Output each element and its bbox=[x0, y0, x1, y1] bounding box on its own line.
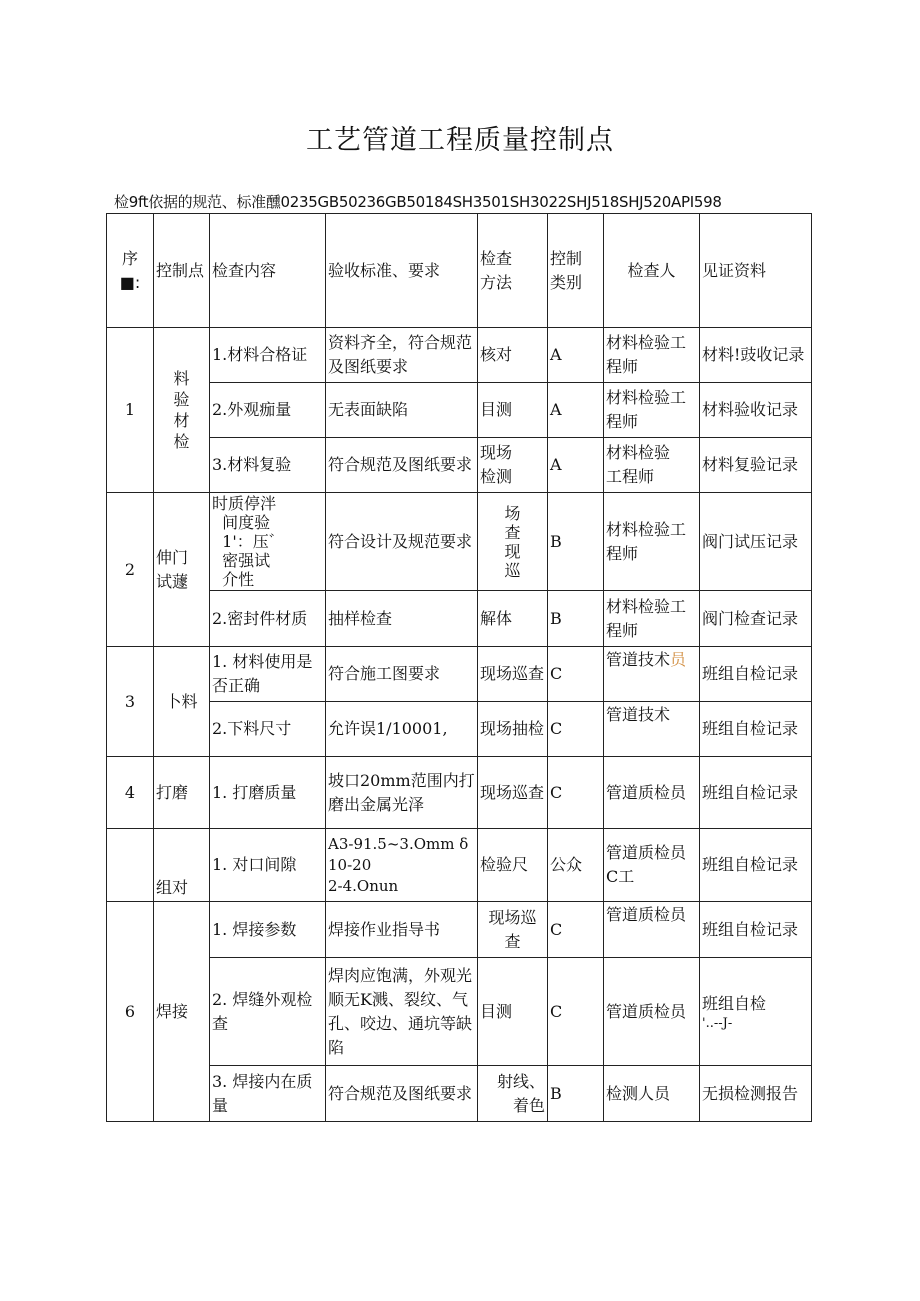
header-content: 检查内容 bbox=[210, 214, 326, 328]
header-point: 控制点 bbox=[154, 214, 210, 328]
header-category: 控制 类别 bbox=[548, 214, 604, 328]
content-cell: 1. 材料使用是否正确 bbox=[210, 647, 326, 702]
content-cell: 1. 焊接参数 bbox=[210, 902, 326, 958]
category-cell: A bbox=[548, 383, 604, 438]
content-cell: 2.外观痂量 bbox=[210, 383, 326, 438]
evidence-cell: 班组自检记录 bbox=[700, 702, 812, 757]
standard-cell: 符合设计及规范要求 bbox=[326, 493, 478, 591]
evidence-cell: 材料!豉收记录 bbox=[700, 328, 812, 383]
method-cell: 现场抽检 bbox=[478, 702, 548, 757]
category-cell: C bbox=[548, 702, 604, 757]
table-row bbox=[107, 647, 812, 702]
category-cell: C bbox=[548, 647, 604, 702]
point-cell: 组对 bbox=[154, 829, 210, 902]
inspector-cell: 管道质检员 bbox=[604, 958, 700, 1066]
inspector-cell: 管道质检员C工 bbox=[604, 829, 700, 902]
quality-control-table bbox=[106, 213, 812, 1122]
inspector-cell: 管道技术 bbox=[604, 702, 700, 757]
evidence-cell: 班组自检记录 bbox=[700, 757, 812, 829]
header-inspector: 检查人 bbox=[604, 214, 700, 328]
method-cell: 现场巡 查 bbox=[478, 902, 548, 958]
category-cell: 公众 bbox=[548, 829, 604, 902]
standard-cell: 抽样检查 bbox=[326, 591, 478, 647]
inspector-text: 管道技术 bbox=[606, 650, 671, 669]
method-cell: 射线、 着色 bbox=[478, 1066, 548, 1122]
method-cell: 现场巡查 bbox=[478, 757, 548, 829]
method-cell: 现场巡查 bbox=[478, 647, 548, 702]
table-row bbox=[107, 383, 812, 438]
content-cell: 2.下料尺寸 bbox=[210, 702, 326, 757]
content-cell: 1.材料合格证 bbox=[210, 328, 326, 383]
standard-cell: 坡口20mm范围内打磨出金属光泽 bbox=[326, 757, 478, 829]
seq-cell: 4 bbox=[107, 757, 154, 829]
evidence-cell: 班组自检记录 bbox=[700, 647, 812, 702]
evidence-cell bbox=[700, 958, 812, 1066]
header-seq: 序 ■: bbox=[107, 214, 154, 328]
inspector-cell: 管道质检员 bbox=[604, 757, 700, 829]
seq-cell: 2 bbox=[107, 493, 154, 647]
method-cell: 解体 bbox=[478, 591, 548, 647]
evidence-cell: 阀门检查记录 bbox=[700, 591, 812, 647]
content-cell: 时质停泮 间度验 1'：压゛ 密强试 介性 bbox=[210, 493, 326, 591]
standard-cell: 符合施工图要求 bbox=[326, 647, 478, 702]
content-cell: 2.密封件材质 bbox=[210, 591, 326, 647]
header-evidence: 见证资料 bbox=[700, 214, 812, 328]
evidence-text: 班组自检 bbox=[702, 993, 767, 1013]
seq-cell: 3 bbox=[107, 647, 154, 757]
method-cell: 核对 bbox=[478, 328, 548, 383]
category-cell: A bbox=[548, 328, 604, 383]
content-cell: 1. 打磨质量 bbox=[210, 757, 326, 829]
inspector-cell: 材料检验工程师 bbox=[604, 328, 700, 383]
standard-cell: 无表面缺陷 bbox=[326, 383, 478, 438]
category-cell: C bbox=[548, 902, 604, 958]
table-row bbox=[107, 591, 812, 647]
point-cell: 卜料 bbox=[154, 647, 210, 757]
standard-cell: 焊接作业指导书 bbox=[326, 902, 478, 958]
point-cell: 伸门 试蘧 bbox=[154, 493, 210, 647]
inspector-cell: 材料检验工程师 bbox=[604, 591, 700, 647]
table-row bbox=[107, 438, 812, 493]
standard-cell: 符合规范及图纸要求 bbox=[326, 1066, 478, 1122]
evidence-cell: 班组自检记录 bbox=[700, 902, 812, 958]
inspector-cell: 材料检验 工程师 bbox=[604, 438, 700, 493]
table-row bbox=[107, 702, 812, 757]
inspector-cell: 材料检验工程师 bbox=[604, 493, 700, 591]
header-row bbox=[107, 214, 812, 328]
seq-cell: 6 bbox=[107, 902, 154, 1122]
content-cell: 2. 焊缝外观检查 bbox=[210, 958, 326, 1066]
point-cell: 焊接 bbox=[154, 902, 210, 1122]
evidence-cell: 班组自检记录 bbox=[700, 829, 812, 902]
seq-cell bbox=[107, 829, 154, 902]
category-cell: B bbox=[548, 591, 604, 647]
method-cell: 检验尺 bbox=[478, 829, 548, 902]
seq-cell: 1 bbox=[107, 328, 154, 493]
inspector-suffix: 员 bbox=[670, 650, 687, 669]
evidence-cell: 材料验收记录 bbox=[700, 383, 812, 438]
inspector-cell: 材料检验工程师 bbox=[604, 383, 700, 438]
table-row bbox=[107, 902, 812, 958]
inspection-basis-line: 检9ft依据的规范、标准醺0235GB50236GB50184SH3501SH3022SHJ518SHJ520API598 bbox=[114, 193, 722, 211]
table-row bbox=[107, 328, 812, 383]
standard-cell: 符合规范及图纸要求 bbox=[326, 438, 478, 493]
standard-cell: 焊肉应饱满，外观光顺无K溅、裂纹、气孔、咬边、通坑等缺陷 bbox=[326, 958, 478, 1066]
category-cell: C bbox=[548, 958, 604, 1066]
category-cell: B bbox=[548, 493, 604, 591]
standard-cell: 资料齐全，符合规范及图纸要求 bbox=[326, 328, 478, 383]
header-standard: 验收标准、要求 bbox=[326, 214, 478, 328]
table-row bbox=[107, 1066, 812, 1122]
method-cell: 场 查 现 巡 bbox=[478, 493, 548, 591]
content-cell: 3. 焊接内在质量 bbox=[210, 1066, 326, 1122]
inspector-cell: 检测人员 bbox=[604, 1066, 700, 1122]
point-cell: 打磨 bbox=[154, 757, 210, 829]
category-cell: A bbox=[548, 438, 604, 493]
point-cell: 料 验 材 检 bbox=[154, 328, 210, 493]
content-cell: 1. 对口间隙 bbox=[210, 829, 326, 902]
method-cell: 现场 检测 bbox=[478, 438, 548, 493]
inspector-cell: 管道质检员 bbox=[604, 902, 700, 958]
header-method: 检查 方法 bbox=[478, 214, 548, 328]
evidence-cell: 材料复验记录 bbox=[700, 438, 812, 493]
page-title: 工艺管道工程质量控制点 bbox=[306, 125, 614, 156]
evidence-cell: 无损检测报告 bbox=[700, 1066, 812, 1122]
inspector-cell bbox=[604, 647, 700, 702]
standard-cell: 允许误1/10001, bbox=[326, 702, 478, 757]
table-row bbox=[107, 958, 812, 1066]
table-row bbox=[107, 757, 812, 829]
evidence-cell: 阀门试压记录 bbox=[700, 493, 812, 591]
category-cell: B bbox=[548, 1066, 604, 1122]
standard-cell: A3-91.5~3.Omm δ10-20 2-4.Onun bbox=[326, 829, 478, 902]
method-cell: 目测 bbox=[478, 383, 548, 438]
category-cell: C bbox=[548, 757, 604, 829]
content-cell: 3.材料复验 bbox=[210, 438, 326, 493]
table-row bbox=[107, 829, 812, 902]
method-cell: 目测 bbox=[478, 958, 548, 1066]
table-row bbox=[107, 493, 812, 591]
evidence-mark: '..--J- bbox=[702, 1015, 733, 1031]
